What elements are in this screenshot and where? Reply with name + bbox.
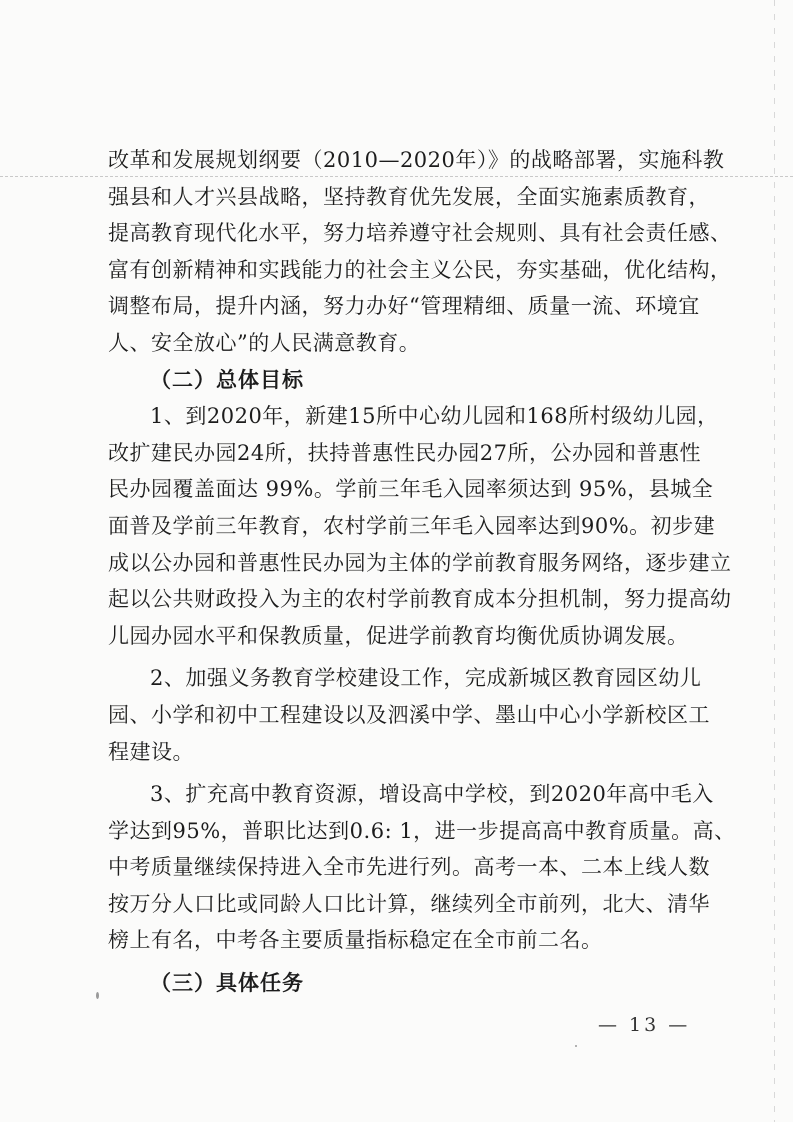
text-line: 调整布局，提升内涵，努力办好“管理精细、质量一流、环境宜 — [108, 294, 700, 319]
goal-3-paragraph — [108, 776, 736, 959]
document-body — [108, 142, 736, 1002]
text-line: 成以公办园和普惠性民办园为主体的学前教育服务网络，逐步建立 — [108, 550, 732, 575]
text-line: 3、扩充高中教育资源，增设高中学校，到2020年高中毛入 — [150, 782, 714, 807]
text-line: 1、到2020年，新建15所中心幼儿园和168所村级幼儿园， — [150, 404, 719, 429]
text-line: 改革和发展规划纲要（2010—2020年）》的战略部署，实施科教 — [108, 148, 725, 172]
text-line: 富有创新精神和实践能力的社会主义公民，夯实基础，优化结构， — [108, 257, 732, 282]
text-line: 面普及学前三年教育，农村学前三年毛入园率达到90%。初步建 — [108, 513, 716, 538]
scan-edge-mark — [774, 0, 775, 1122]
text-line: 学达到95%，普职比达到0.6: 1，进一步提高高中教育质量。高、 — [108, 818, 736, 843]
scan-speck — [96, 992, 99, 999]
text-line: 民办园覆盖面达 99%。学前三年毛入园率须达到 95%，县城全 — [108, 477, 714, 502]
goal-2-paragraph — [108, 660, 710, 770]
text-line: 改扩建民办园24所，扶持普惠性民办园27所，公办园和普惠性 — [108, 440, 701, 465]
text-line: 按万分人口比或同龄人口比计算，继续列全市前列，北大、清华 — [108, 891, 710, 916]
section-heading-specific-tasks: （三）具体任务 — [150, 971, 304, 996]
page-number: — 13 — — [598, 1014, 691, 1036]
scan-speck — [575, 1045, 577, 1047]
text-line: 榜上有名，中考各主要质量指标稳定在全市前二名。 — [108, 928, 603, 953]
text-line: 程建设。 — [108, 739, 194, 764]
text-line: 提高教育现代化水平，努力培养遵守社会规则、具有社会责任感、 — [108, 221, 732, 246]
section-heading-overall-goals: （二）总体目标 — [150, 367, 304, 392]
text-line: 中考质量继续保持进入全市先进行列。高考一本、二本上线人数 — [108, 855, 710, 880]
text-line: 园、小学和初中工程建设以及泗溪中学、墨山中心小学新校区工 — [108, 702, 710, 727]
text-line: 强县和人才兴县战略，坚持教育优先发展，全面实施素质教育， — [108, 184, 710, 209]
text-line: 人、安全放心”的人民满意教育。 — [108, 330, 421, 355]
text-line: 起以公共财政投入为主的农村学前教育成本分担机制，努力提高幼 — [108, 587, 732, 612]
text-line: 儿园办园水平和保教质量，促进学前教育均衡优质协调发展。 — [108, 623, 689, 648]
text-line: 2、加强义务教育学校建设工作，完成新城区教育园区幼儿 — [150, 666, 702, 691]
intro-paragraph — [108, 142, 732, 362]
goal-1-paragraph — [108, 398, 732, 654]
